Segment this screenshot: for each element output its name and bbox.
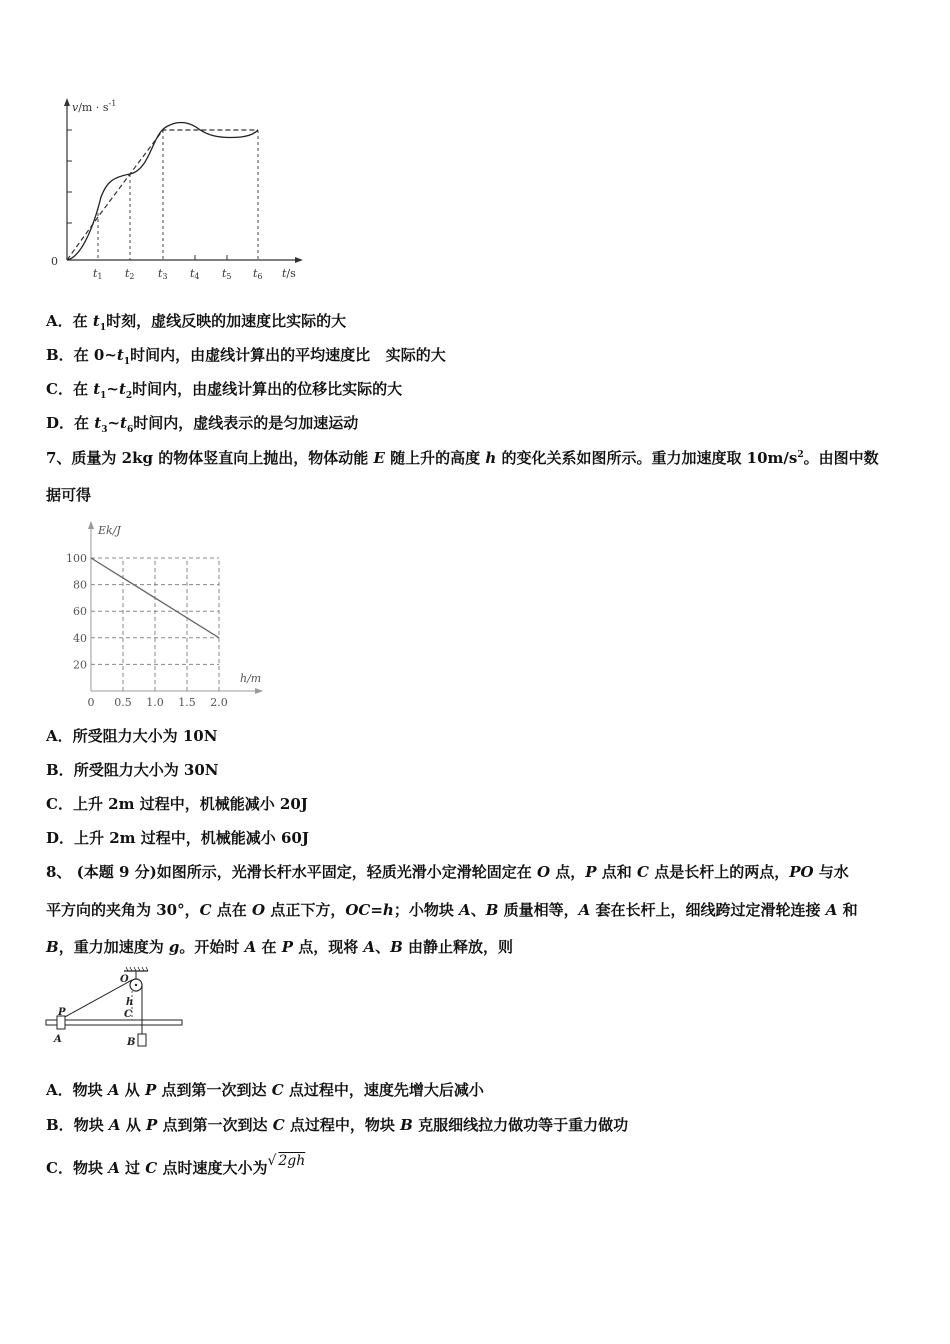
t5-label: t5 [222, 267, 232, 281]
t-axis-arrow [295, 257, 303, 263]
q8-option-c: C．物块 A 过 C 点时速度大小为√ 2gh [46, 1153, 306, 1177]
q7-option-a: A．所受阻力大小为 10N [46, 727, 218, 745]
q6-option-d: D．在 $t_3\sim t_6$时间内，虚线表示的是匀加速运动 [46, 414, 359, 435]
q7-option-c: C．上升 2m 过程中，机械能减小 20J [46, 795, 308, 813]
label-c: C [124, 1009, 132, 1020]
ek-x-tick-1: 0.5 [114, 696, 132, 708]
label-p: P [58, 1007, 66, 1018]
ek-y-tick-3: 80 [73, 578, 87, 592]
q7-stem-line2: 据可得 [46, 486, 92, 504]
ek-y-tick-4: 100 [66, 552, 87, 565]
q6-option-b: B．在 $0\sim t_1$时间内，由虚线计算出的平均速度比 实际的大 [46, 346, 446, 367]
ek-y-axis-label: Ek/J [98, 524, 121, 537]
ek-y-tick-1: 40 [73, 631, 87, 645]
ek-y-tick-2: 60 [73, 605, 87, 619]
label-h: h [126, 997, 134, 1008]
ek-x-tick-0: 0 [87, 696, 95, 708]
q8-option-b: B．物块 A 从 P 点到第一次到达 C 点过程中，物块 B 克服细线拉力做功等于重力做功 [46, 1116, 629, 1134]
string-pa [63, 980, 132, 1018]
label-a: A [54, 1034, 62, 1045]
q8-stem-line1: 8、 (本题 9 分)如图所示，光滑长杆水平固定，轻质光滑小定滑轮固定在 O 点，P 点和 C 点是长杆上的两点，PO 与水 [46, 863, 849, 881]
ek-x-axis-label: h/m [240, 672, 262, 685]
q8-pulley-figure [44, 966, 189, 1054]
q7-option-b: B．所受阻力大小为 30N [46, 761, 219, 779]
q6-option-c: C．在 $t_1\sim t_2$时间内，由虚线计算出的位移比实际的大 [46, 380, 403, 401]
t6-label: t6 [253, 267, 263, 281]
t2-label: t2 [125, 267, 135, 281]
ek-x-tick-3: 1.5 [178, 696, 196, 708]
ek-x-axis-arrow [255, 688, 263, 694]
ek-x-tick-2: 1.0 [146, 696, 164, 708]
q8-option-a: A．物块 A 从 P 点到第一次到达 C 点过程中，速度先增大后减小 [46, 1081, 484, 1099]
q6-option-a: A．在 $t_1$时刻，虚线反映的加速度比实际的大 [46, 312, 347, 333]
origin-label: 0 [51, 255, 58, 268]
v-axis-label: $v/m \cdot s^{-1}$ [72, 99, 117, 114]
q7-stem-line1: 7、质量为 2kg 的物体竖直向上抛出，物体动能 E 随上升的高度 h 的变化关系如图所示。重力加速度取 $10m/s^2$。由图中数 [46, 449, 879, 467]
label-o: O [120, 974, 129, 985]
q8-stem-line3: B，重力加速度为 g。开始时 A 在 P 点，现将 A、B 由静止释放，则 [46, 938, 514, 956]
t-axis-label: t/s [282, 267, 296, 280]
sqrt-expression: √ 2gh [267, 1153, 306, 1169]
horizontal-rod [46, 1020, 182, 1025]
label-b: B [127, 1037, 136, 1048]
ek-y-axis-arrow [88, 521, 94, 529]
ek-x-tick-4: 2.0 [210, 696, 228, 708]
t1-label: t1 [93, 267, 103, 281]
q7-option-d: D．上升 2m 过程中，机械能减小 60J [46, 829, 309, 847]
t4-label: t4 [190, 267, 200, 281]
t3-label: t3 [158, 267, 168, 281]
q7-kinetic-energy-chart [46, 518, 276, 708]
q8-stem-line2: 平方向的夹角为 30°，C 点在 O 点正下方，OC=h；小物块 A、B 质量相等，A 套在长杆上，细线跨过定滑轮连接 A 和 [46, 901, 858, 919]
ek-y-tick-0: 20 [73, 658, 87, 672]
pulley-axle [135, 984, 137, 986]
block-b [138, 1034, 146, 1046]
q6-velocity-time-graph [46, 95, 306, 285]
v-axis-arrow [64, 98, 70, 106]
